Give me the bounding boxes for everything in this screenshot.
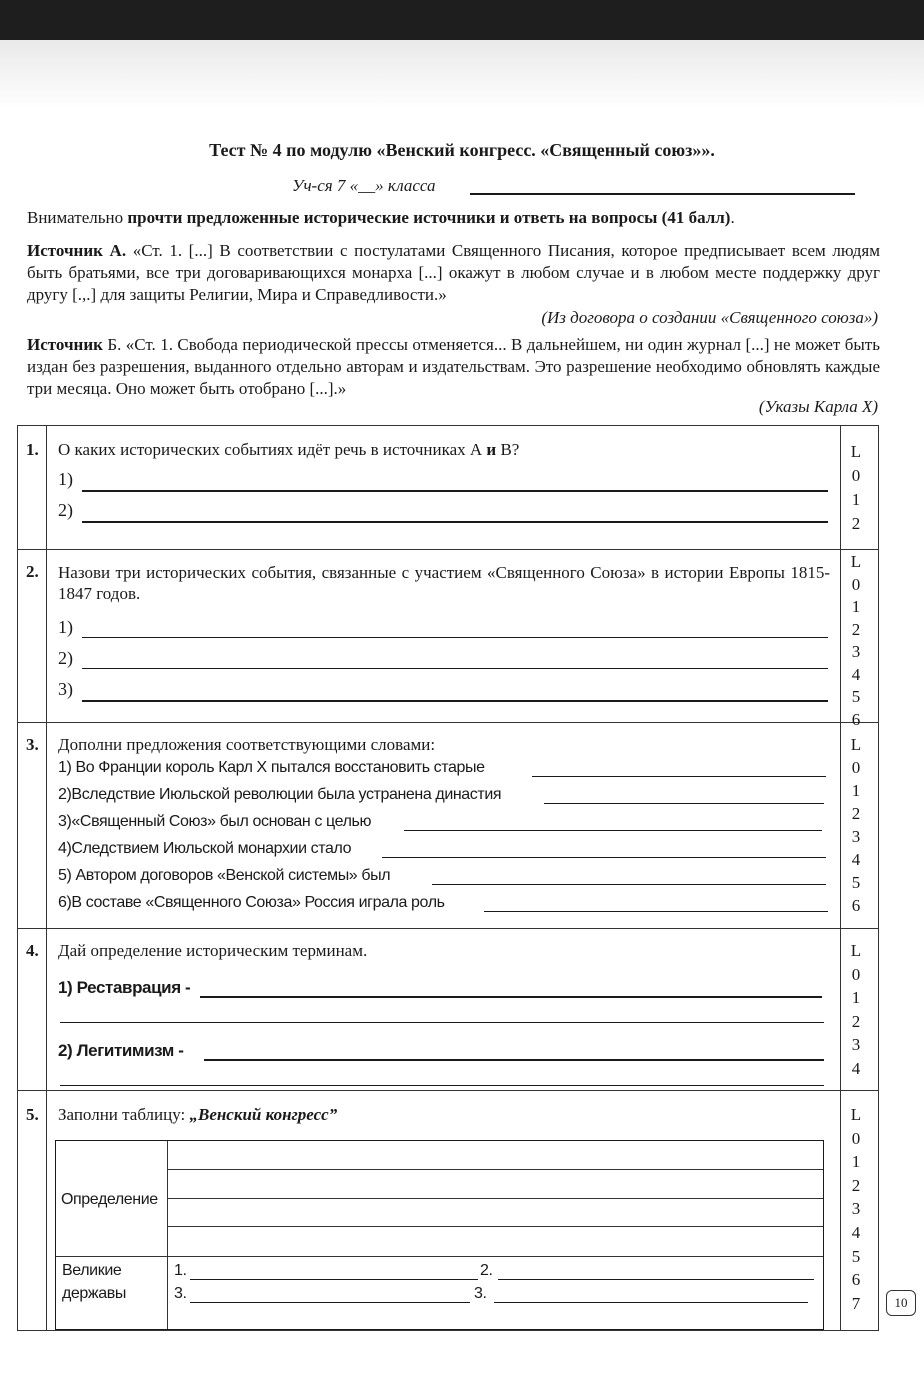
source-b <box>27 334 880 400</box>
number-column-divider <box>46 426 47 1330</box>
score-label: 2 <box>851 1175 861 1195</box>
q3-sentence-5: 5) Автором договоров «Венской системы» был <box>58 867 391 884</box>
q1-answer-1-line[interactable] <box>82 490 828 492</box>
score-label: 2 <box>851 619 861 639</box>
score-label: 2 <box>851 1011 861 1031</box>
row-divider <box>18 1090 878 1091</box>
score-column-divider <box>840 426 841 1330</box>
q3-sentence-1-line[interactable] <box>532 776 826 777</box>
instruction-lead: Внимательно <box>27 208 128 227</box>
question-3-number: 3. <box>26 735 39 754</box>
q2-scores <box>849 551 863 731</box>
q4-term-2: 2) Легитимизм - <box>58 1041 184 1060</box>
source-b-text: Б. «Ст. 1. Свобода периодической прессы отменяется... В дальнейшем, ни один журнал [...] не может быть издан без разрешения, выданного отдельно авторам и издательствам. Это разрешение необходимо обновлять каждые три месяца. Оно может быть отобрано [...].» <box>27 335 880 398</box>
table-row-powers-a: Великие <box>62 1262 122 1279</box>
score-label: 1 <box>851 490 861 509</box>
q3-sentence-6-line[interactable] <box>484 911 828 912</box>
question-1-text-b: В? <box>496 440 520 459</box>
q1-answer-2-label: 2) <box>58 500 73 520</box>
score-label: 0 <box>851 574 861 594</box>
question-1-text-a: О каких исторических событиях идёт речь в источниках А <box>58 440 487 459</box>
score-label: 3 <box>851 1035 861 1054</box>
question-2-number: 2. <box>26 562 39 581</box>
definition-line[interactable] <box>167 1198 823 1199</box>
q3-scores <box>849 733 863 917</box>
score-label: 4 <box>851 1222 861 1242</box>
q4-term-1: 1) Реставрация - <box>58 978 191 997</box>
score-label: L <box>850 941 862 960</box>
q5-scores <box>849 1103 863 1315</box>
score-label: 0 <box>851 964 861 984</box>
q3-sentence-3-line[interactable] <box>404 830 822 831</box>
definition-line[interactable] <box>167 1226 823 1227</box>
row-divider <box>18 722 878 723</box>
source-a <box>27 240 880 306</box>
score-label: 4 <box>851 1058 861 1078</box>
score-label: 2 <box>851 804 861 823</box>
q2-answer-3-line[interactable] <box>82 700 828 702</box>
instruction-end: . <box>730 208 735 227</box>
power-item-1-line[interactable] <box>190 1279 478 1280</box>
top-shade <box>0 40 924 110</box>
score-label: 4 <box>851 664 861 684</box>
source-a-label: Источник А. <box>27 241 127 260</box>
score-label: 5 <box>851 873 861 892</box>
q3-sentence-2: 2)Вследствие Июльской революции была устранена династия <box>58 786 502 803</box>
table-row-divider <box>56 1256 823 1257</box>
question-5-number: 5. <box>26 1105 39 1124</box>
source-b-attribution: (Указы Карла X) <box>758 397 878 416</box>
student-name-line <box>470 193 855 195</box>
student-class-label: Уч-ся 7 «__» класса <box>292 176 436 195</box>
score-label: 5 <box>851 1246 861 1266</box>
score-label: L <box>850 552 862 571</box>
question-4-text: Дай определение историческим терминам. <box>58 941 368 960</box>
question-5-text-plain: Заполни таблицу: <box>58 1105 190 1124</box>
q4-term-1-line[interactable] <box>200 996 822 998</box>
score-label: L <box>850 735 862 754</box>
q3-sentence-2-line[interactable] <box>544 803 824 804</box>
q4-term-2-line[interactable] <box>204 1059 824 1061</box>
q3-sentence-4-line[interactable] <box>382 857 826 858</box>
row-divider <box>18 928 878 929</box>
source-b-label: Источник <box>27 335 103 354</box>
score-label: L <box>850 442 862 461</box>
score-label: L <box>850 1105 862 1124</box>
power-item-4-label: 3. <box>474 1285 487 1302</box>
q2-answer-2-line[interactable] <box>82 668 828 669</box>
table-row-powers-b: державы <box>62 1285 126 1302</box>
score-label: 1 <box>851 781 861 800</box>
score-label: 6 <box>851 896 861 915</box>
q4-term-1-line-2[interactable] <box>60 1022 824 1023</box>
score-label: 6 <box>851 709 861 729</box>
question-1-text-bold: и <box>486 440 497 459</box>
q3-sentence-5-line[interactable] <box>432 884 826 885</box>
question-2-text: Назови три исторических события, связанные с участием «Священного Союза» в истории Европы 1815-1847 годов. <box>58 563 830 603</box>
power-item-2-label: 2. <box>480 1262 493 1279</box>
q3-sentence-6: 6)В составе «Священного Союза» Россия играла роль <box>58 894 445 911</box>
q3-sentence-4: 4)Следствием Июльской монархии стало <box>58 840 352 857</box>
question-5-text <box>58 1105 337 1125</box>
q1-answer-1-label: 1) <box>58 469 73 489</box>
table-row-definition: Определение <box>61 1191 158 1208</box>
score-label: 1 <box>851 597 861 616</box>
instruction <box>27 208 887 228</box>
definition-line[interactable] <box>167 1169 823 1170</box>
q1-answer-2-line[interactable] <box>82 521 828 523</box>
score-label: 5 <box>851 687 861 706</box>
source-a-text: «Ст. 1. [...] В соответствии с постулатами Священного Писания, которое предписывает всем людям быть братьями, все три договаривающихся монарха [...] окажут в любом случае и в любом месте поддержку друг другу [.,.] для защиты Религии, Мира и Справедливости.» <box>27 241 880 304</box>
power-item-4-line[interactable] <box>494 1302 808 1303</box>
question-1-number: 1. <box>26 440 39 459</box>
score-label: 3 <box>851 827 861 846</box>
q2-answer-1-line[interactable] <box>82 637 828 638</box>
top-dark-bar <box>0 0 924 40</box>
page-title: Тест № 4 по модулю «Венский конгресс. «Священный союз»». <box>209 140 715 160</box>
score-label: 3 <box>851 1199 861 1219</box>
q3-sentence-3: 3)«Священный Союз» был основан с целью <box>58 813 372 830</box>
row-divider <box>18 549 878 550</box>
score-label: 3 <box>851 642 861 661</box>
power-item-1-label: 1. <box>174 1262 187 1279</box>
score-label: 6 <box>851 1270 861 1290</box>
q4-term-2-line-2[interactable] <box>60 1085 824 1086</box>
score-label: 0 <box>851 1128 861 1148</box>
q2-answer-2-label: 2) <box>58 648 73 668</box>
q1-scores <box>849 440 863 536</box>
question-3-text: Дополни предложения соответствующими словами: <box>58 735 436 754</box>
question-4-number: 4. <box>26 941 39 960</box>
question-1-text <box>58 440 519 460</box>
score-label: 7 <box>851 1293 861 1313</box>
question-5-text-bold: „Венский конгресс” <box>189 1105 338 1124</box>
power-item-3-line[interactable] <box>190 1302 470 1303</box>
instruction-bold: прочти предложенные исторические источники и ответь на вопросы (41 балл) <box>127 208 731 227</box>
q4-scores <box>849 939 863 1080</box>
score-label: 4 <box>851 850 861 869</box>
score-label: 0 <box>851 758 861 777</box>
q2-answer-3-label: 3) <box>58 679 73 699</box>
page-number: 10 <box>886 1290 916 1316</box>
score-label: 0 <box>851 466 861 485</box>
q3-sentence-1: 1) Во Франции король Карл X пытался восстановить старые <box>58 759 485 776</box>
power-item-2-line[interactable] <box>498 1279 814 1280</box>
source-a-attribution: (Из договора о создании «Священного союза») <box>541 308 878 327</box>
score-label: 1 <box>851 1152 861 1172</box>
score-label: 2 <box>851 514 861 533</box>
q2-answer-1-label: 1) <box>58 617 73 637</box>
score-label: 1 <box>851 988 861 1007</box>
power-item-3-label: 3. <box>174 1285 187 1302</box>
